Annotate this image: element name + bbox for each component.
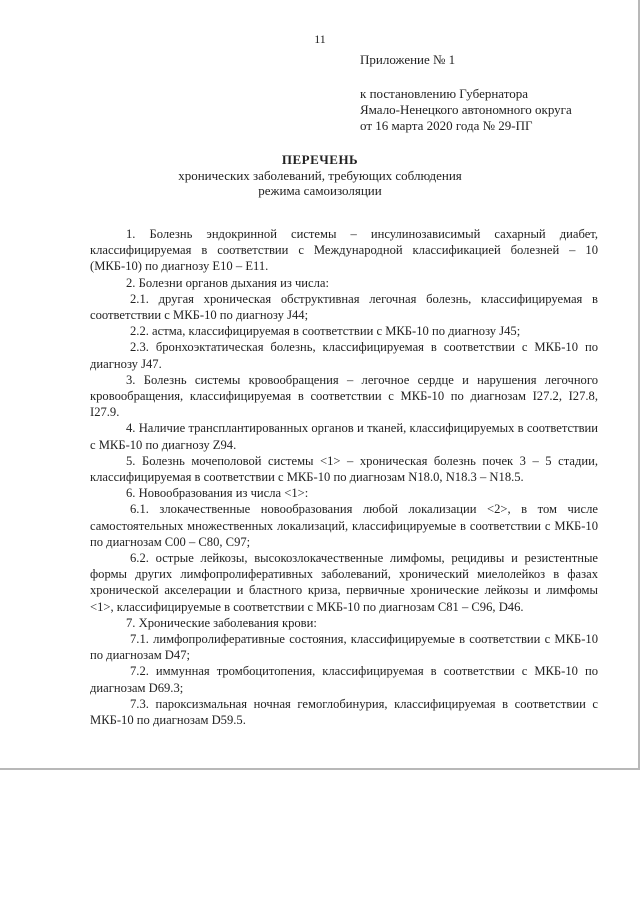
list-item: 7.2. иммунная тромбоцитопения, классифицируемая в соответствии с МКБ-10 по диагнозам D69.3;	[90, 664, 598, 695]
list-item: 5. Болезнь мочеполовой системы <1> – хроническая болезнь почек 3 – 5 стадии, классифицируемая в соответствии с МКБ-10 по диагнозам N18.0, N18.3 – N18.5.	[90, 453, 598, 485]
appendix-line-1: к постановлению Губернатора	[360, 86, 529, 101]
list-item: 6. Новообразования из числа <1>:	[126, 486, 309, 501]
list-item: 2.3. бронхоэктатическая болезнь, классифицируемая в соответствии с МКБ-10 по диагнозу J47.	[90, 340, 598, 371]
list-item: 2.2. астма, классифицируемая в соответствии с МКБ-10 по диагнозу J45;	[130, 324, 521, 339]
document-title: ПЕРЕЧЕНЬ	[281, 152, 359, 167]
appendix-line-2: Ямало-Ненецкого автономного округа	[360, 102, 572, 117]
document-header	[0, 152, 640, 198]
list-item: 7.1. лимфопролиферативные состояния, классифицируемые в соответствии с МКБ-10 по диагнозам D47;	[90, 632, 598, 663]
list-item: 6.2. острые лейкозы, высокозлокачественные лимфомы, рецидивы и резистентные формы других лимфопролиферативных заболеваний, хронический миелолейкоз в фазах хронической акселерации и бластного криза, первичные хронические лейкозы и лимфомы <1>, классифицируемые в соответствии с МКБ-10 по диагнозам С81 – С96, D46.	[90, 551, 598, 614]
list-item: 4. Наличие трансплантированных органов и тканей, классифицируемых в соответствии с МКБ-10 по диагнозу Z94.	[90, 421, 598, 452]
list-item: 2.1. другая хроническая обструктивная легочная болезнь, классифицируемая в соответствии с МКБ-10 по диагнозу J44;	[90, 291, 598, 323]
appendix-line-3: от 16 марта 2020 года № 29-ПГ	[360, 118, 533, 133]
list-item: 3. Болезнь системы кровообращения – легочное сердце и нарушения легочного кровообращения, классифицируемая в соответствии с МКБ-10 по диагнозам I27.2, I27.8, I27.9.	[90, 372, 598, 420]
list-item: 1. Болезнь эндокринной системы – инсулинозависимый сахарный диабет, классифицируемая в соответствии с Международной классификацией болезней – 10 (МКБ-10) по диагнозу Е10 – Е11.	[90, 227, 598, 274]
disease-list	[90, 226, 598, 728]
list-item: 6.1. злокачественные новообразования любой локализации <2>, в том числе самостоятельных множественных локализаций, классифицируемые в соответствии с МКБ-10 по диагнозам С00 – С80, С97;	[90, 502, 598, 549]
appendix-title: Приложение № 1	[360, 52, 456, 67]
document-subtitle-line-1: хронических заболеваний, требующих соблюдения	[178, 168, 462, 183]
document-subtitle-line-2: режима самоизоляции	[258, 183, 382, 198]
appendix-block	[360, 52, 630, 134]
page-number: 11	[314, 32, 326, 46]
list-item: 7.3. пароксизмальная ночная гемоглобинурия, классифицируемая в соответствии с МКБ-10 по диагнозам D59.5.	[90, 696, 598, 728]
list-item: 2. Болезни органов дыхания из числа:	[126, 275, 329, 290]
list-item: 7. Хронические заболевания крови:	[126, 615, 317, 630]
